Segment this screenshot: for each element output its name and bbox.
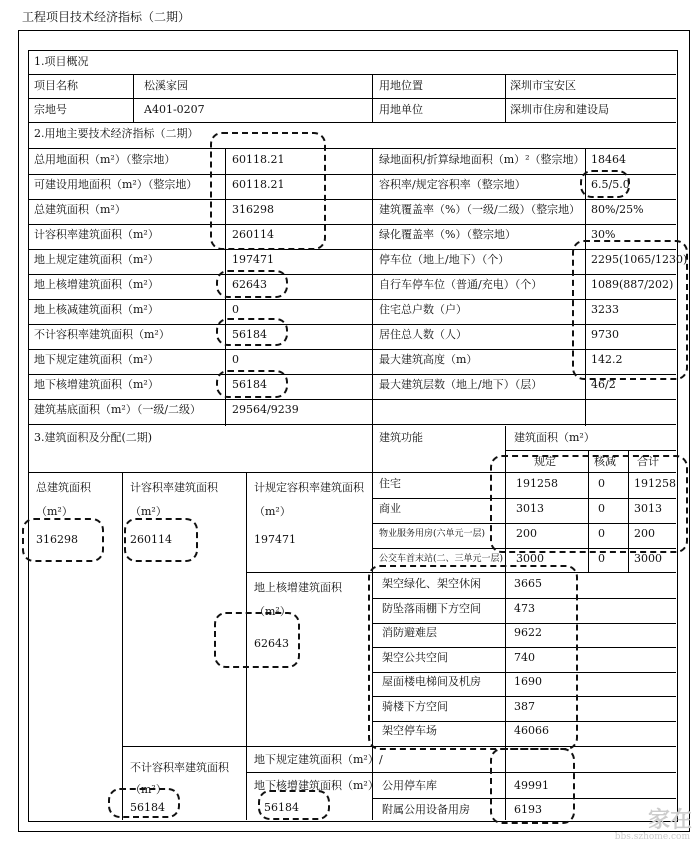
watermark-url: bbs.szhome.com [614, 832, 690, 842]
sec2-value: 29564/9239 [232, 403, 299, 416]
ug-inc-value: 56184 [264, 801, 299, 814]
reg-far-value: 197471 [254, 533, 296, 546]
inc-item-value: 46066 [514, 724, 549, 737]
total-area-unit: （m²） [36, 505, 73, 518]
sec2-label: 地上核增建筑面积（m²） [34, 278, 159, 291]
function-planned: 200 [516, 527, 537, 540]
sec2-value: 0 [232, 353, 239, 366]
sec2-label: 建筑基底面积（m²）（一级/二级） [34, 403, 202, 416]
inc-area-unit: （m²） [254, 605, 291, 618]
function-reduced: 0 [598, 502, 605, 515]
sec2-label-right: 最大建筑层数（地上/地下）（层） [379, 378, 543, 391]
section2-title: 2.用地主要技术经济指标（二期） [34, 127, 199, 140]
sec2-label-right: 最大建筑高度（m） [379, 353, 478, 366]
sec2-label: 地上核减建筑面积（m²） [34, 303, 159, 316]
inc-item-name: 屋面楼电梯间及机房 [382, 675, 481, 688]
label-land-location: 用地位置 [379, 79, 423, 92]
sec2-value-right: 30% [591, 228, 616, 241]
sec2-label-right: 绿地面积/折算绿地面积（m）²（整宗地） [379, 153, 585, 166]
value-land-location: 深圳市宝安区 [510, 79, 576, 92]
function-total: 3013 [634, 502, 662, 515]
inc-item-value: 3665 [514, 577, 542, 590]
inc-item-value: 1690 [514, 675, 542, 688]
sec2-value: 60118.21 [232, 178, 285, 191]
sec2-value: 260114 [232, 228, 274, 241]
inc-item-value: 740 [514, 650, 535, 664]
total-area-value: 316298 [36, 533, 78, 546]
sec2-value-right: 46/2 [591, 378, 616, 391]
sec2-value-right: 1089(887/202) [591, 278, 674, 291]
far-area-unit: （m²） [130, 505, 167, 518]
sec2-label: 总建筑面积（m²） [34, 203, 126, 216]
sec2-value: 56184 [232, 328, 267, 341]
col-reduced: 核减 [594, 455, 616, 468]
ug-item-name: 附属公用设备用房 [382, 803, 470, 816]
function-total: 200 [634, 527, 655, 540]
sec2-value: 60118.21 [232, 153, 285, 166]
sec2-label-right: 自行车停车位（普通/充电）（个） [379, 278, 543, 291]
inc-item-name: 架空公共空间 [382, 650, 448, 664]
sec2-label-right: 容积率/规定容积率（整宗地） [379, 178, 526, 191]
value-land-unit: 深圳市住房和建设局 [510, 103, 609, 116]
far-area-label: 计容积率建筑面积 [130, 481, 218, 494]
inc-item-value: 9622 [514, 626, 542, 639]
sec2-value-right: 3233 [591, 303, 619, 316]
ug-item-value: 6193 [514, 803, 542, 816]
sec2-value-right: 18464 [591, 153, 626, 166]
inc-area-value: 62643 [254, 637, 289, 650]
sec2-label: 地下规定建筑面积（m²） [34, 353, 159, 366]
label-parcel-no: 宗地号 [34, 103, 67, 116]
function-reduced: 0 [598, 477, 605, 490]
value-project-name: 松溪家园 [144, 79, 188, 92]
nonfar-unit: （m²） [130, 783, 167, 796]
nonfar-value: 56184 [130, 801, 165, 814]
function-reduced: 0 [598, 552, 605, 565]
sec2-label-right: 建筑覆盖率（%）（一级/二级）（整宗地） [379, 203, 581, 216]
sec2-value: 56184 [232, 378, 267, 391]
function-reduced: 0 [598, 527, 605, 540]
inc-item-name: 防坠落雨棚下方空间 [382, 601, 481, 615]
col-total: 合计 [637, 455, 659, 468]
sec2-value-right: 2295(1065/1230) [591, 253, 688, 266]
function-name: 物业服务用房(六单元一层) [379, 529, 486, 539]
sec2-value: 0 [232, 303, 239, 316]
sec2-label-right: 停车位（地上/地下）（个） [379, 253, 510, 266]
function-planned: 3013 [516, 502, 544, 515]
grid-line [28, 424, 676, 425]
section3-title: 3.建筑面积及分配(二期) [34, 431, 153, 444]
inc-item-name: 架空停车场 [382, 724, 437, 737]
col-planned: 规定 [534, 455, 556, 468]
watermark-logo: 家在 [647, 807, 692, 833]
nonfar-label: 不计容积率建筑面积 [130, 761, 229, 774]
function-planned: 191258 [516, 477, 558, 490]
ug-item-name: 公用停车库 [382, 779, 437, 792]
sec2-value-right: 6.5/5.0 [591, 178, 630, 191]
sec2-value-right: 9730 [591, 328, 619, 341]
sec2-value: 316298 [232, 203, 274, 216]
ug-reg-value: / [379, 753, 383, 766]
reg-far-label: 计规定容积率建筑面积 [254, 481, 364, 494]
ug-item-value: 49991 [514, 779, 549, 792]
value-parcel-no: A401-0207 [144, 103, 205, 116]
sec2-label: 可建设用地面积（m²）（整宗地） [34, 178, 198, 191]
inc-item-name: 架空绿化、架空休闲 [382, 577, 481, 590]
function-header: 建筑功能 [379, 431, 423, 444]
function-total: 191258 [634, 477, 676, 490]
ug-inc-label: 地下核增建筑面积（m²） [254, 779, 379, 792]
area-header: 建筑面积（m²） [514, 431, 595, 444]
label-land-unit: 用地单位 [379, 103, 423, 116]
far-area-value: 260114 [130, 533, 172, 546]
section1-title: 1.项目概况 [34, 55, 89, 68]
inc-item-value: 473 [514, 601, 535, 615]
sec2-value-right: 80%/25% [591, 203, 644, 216]
inc-item-name: 骑楼下方空间 [382, 699, 448, 713]
total-area-label: 总建筑面积 [36, 481, 91, 494]
sec2-label: 总用地面积（m²）（整宗地） [34, 153, 176, 166]
function-name: 公交车首末站(二、三单元一层) [379, 554, 504, 564]
inc-area-label: 地上核增建筑面积 [254, 581, 342, 594]
sec2-label-right: 居住总人数（人） [379, 328, 467, 341]
sec2-label: 地上规定建筑面积（m²） [34, 253, 159, 266]
sec2-label: 地下核增建筑面积（m²） [34, 378, 159, 391]
sec2-value: 62643 [232, 278, 267, 291]
function-name: 商业 [379, 502, 401, 515]
sec2-label-right: 绿化覆盖率（%）（整宗地） [379, 228, 516, 241]
function-name: 住宅 [379, 477, 401, 490]
function-total: 3000 [634, 552, 662, 565]
sec2-label: 计容积率建筑面积（m²） [34, 228, 159, 241]
function-planned: 3000 [516, 552, 544, 565]
sec2-value: 197471 [232, 253, 274, 266]
sec2-value-right: 142.2 [591, 353, 623, 366]
label-project-name: 项目名称 [34, 79, 78, 92]
sec2-label: 不计容积率建筑面积（m²） [34, 328, 170, 341]
document-title: 工程项目技术经济指标（二期） [22, 10, 191, 24]
reg-far-unit: （m²） [254, 505, 291, 518]
inc-item-name: 消防避难层 [382, 626, 437, 639]
sec2-label-right: 住宅总户数（户） [379, 303, 467, 316]
inc-item-value: 387 [514, 699, 535, 713]
ug-reg-label: 地下规定建筑面积（m²） [254, 753, 379, 766]
